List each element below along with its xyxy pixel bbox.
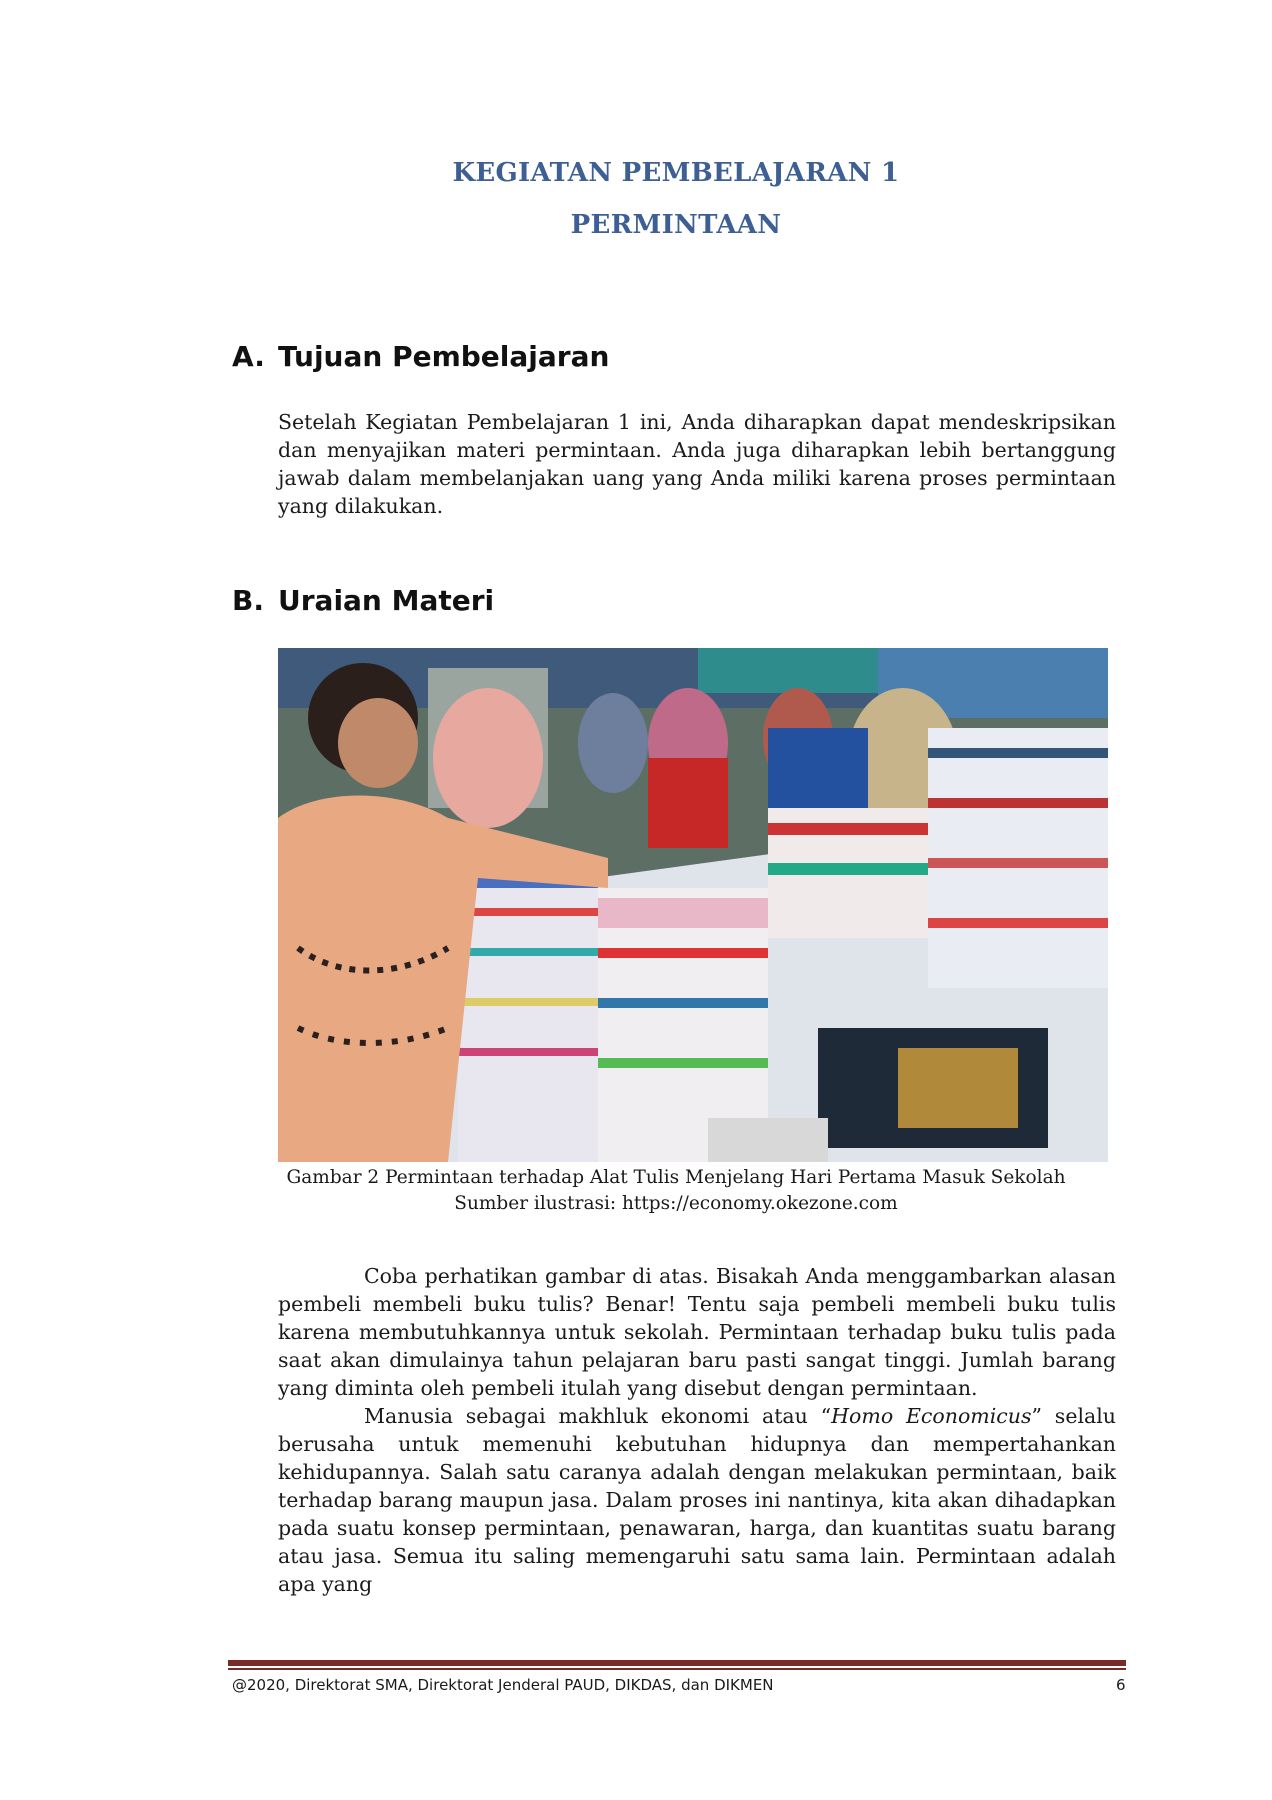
body-paragraph-2 bbox=[278, 1402, 1116, 1598]
figure-caption: Gambar 2 Permintaan terhadap Alat Tulis Menjelang Hari Pertama Masuk Sekolah bbox=[286, 1167, 1066, 1188]
figure-source: Sumber ilustrasi: https://economy.okezone.com bbox=[454, 1193, 898, 1214]
paragraph-2-text-start: Manusia sebagai makhluk ekonomi atau “ bbox=[364, 1404, 832, 1428]
section-a-title: Tujuan Pembelajaran bbox=[278, 340, 610, 373]
section-b-title: Uraian Materi bbox=[278, 584, 495, 617]
homo-economicus-term: Homo Economicus bbox=[831, 1404, 1032, 1428]
page-number: 6 bbox=[1116, 1676, 1126, 1694]
paragraph-2-text-end: ” selalu berusaha untuk memenuhi kebutuhan hidupnya dan mempertahankan kehidupannya. Salah satu caranya adalah dengan melakukan permintaan, baik terhadap barang maupun jasa. Dalam proses ini nantinya, kita akan dihadapkan pada suatu konsep permintaan, penawaran, harga, dan kuantitas suatu barang atau jasa. Semua itu saling memengaruhi satu sama lain. Permintaan adalah apa yang bbox=[278, 1404, 1116, 1596]
footer-copyright: @2020, Direktorat SMA, Direktorat Jenderal PAUD, DIKDAS, dan DIKMEN bbox=[232, 1676, 774, 1694]
footer-rule-thick bbox=[228, 1660, 1126, 1666]
section-a-letter: A. bbox=[232, 340, 265, 373]
section-a-heading bbox=[232, 340, 609, 373]
chapter-subtitle: PERMINTAAN bbox=[570, 210, 782, 240]
body-paragraph-1: Coba perhatikan gambar di atas. Bisakah Anda menggambarkan alasan pembeli membeli buku tulis? Benar! Tentu saja pembeli membeli buku tulis karena membutuhkannya untuk sekolah. Permintaan terhadap buku tulis pada saat akan dimulainya tahun pelajaran baru pasti sangat tinggi. Jumlah barang yang diminta oleh pembeli itulah yang disebut dengan permintaan. bbox=[278, 1264, 1116, 1400]
chapter-title: KEGIATAN PEMBELAJARAN 1 bbox=[452, 158, 900, 188]
footer-rule-thin bbox=[228, 1668, 1126, 1670]
market-photo bbox=[278, 648, 1108, 1162]
tujuan-paragraph: Setelah Kegiatan Pembelajaran 1 ini, Anda diharapkan dapat mendeskripsikan dan menyajikan materi permintaan. Anda juga diharapkan lebih bertanggung jawab dalam membelanjakan uang yang Anda miliki karena proses permintaan yang dilakukan. bbox=[278, 410, 1116, 518]
section-b-heading bbox=[232, 584, 494, 617]
section-b-letter: B. bbox=[232, 584, 264, 617]
